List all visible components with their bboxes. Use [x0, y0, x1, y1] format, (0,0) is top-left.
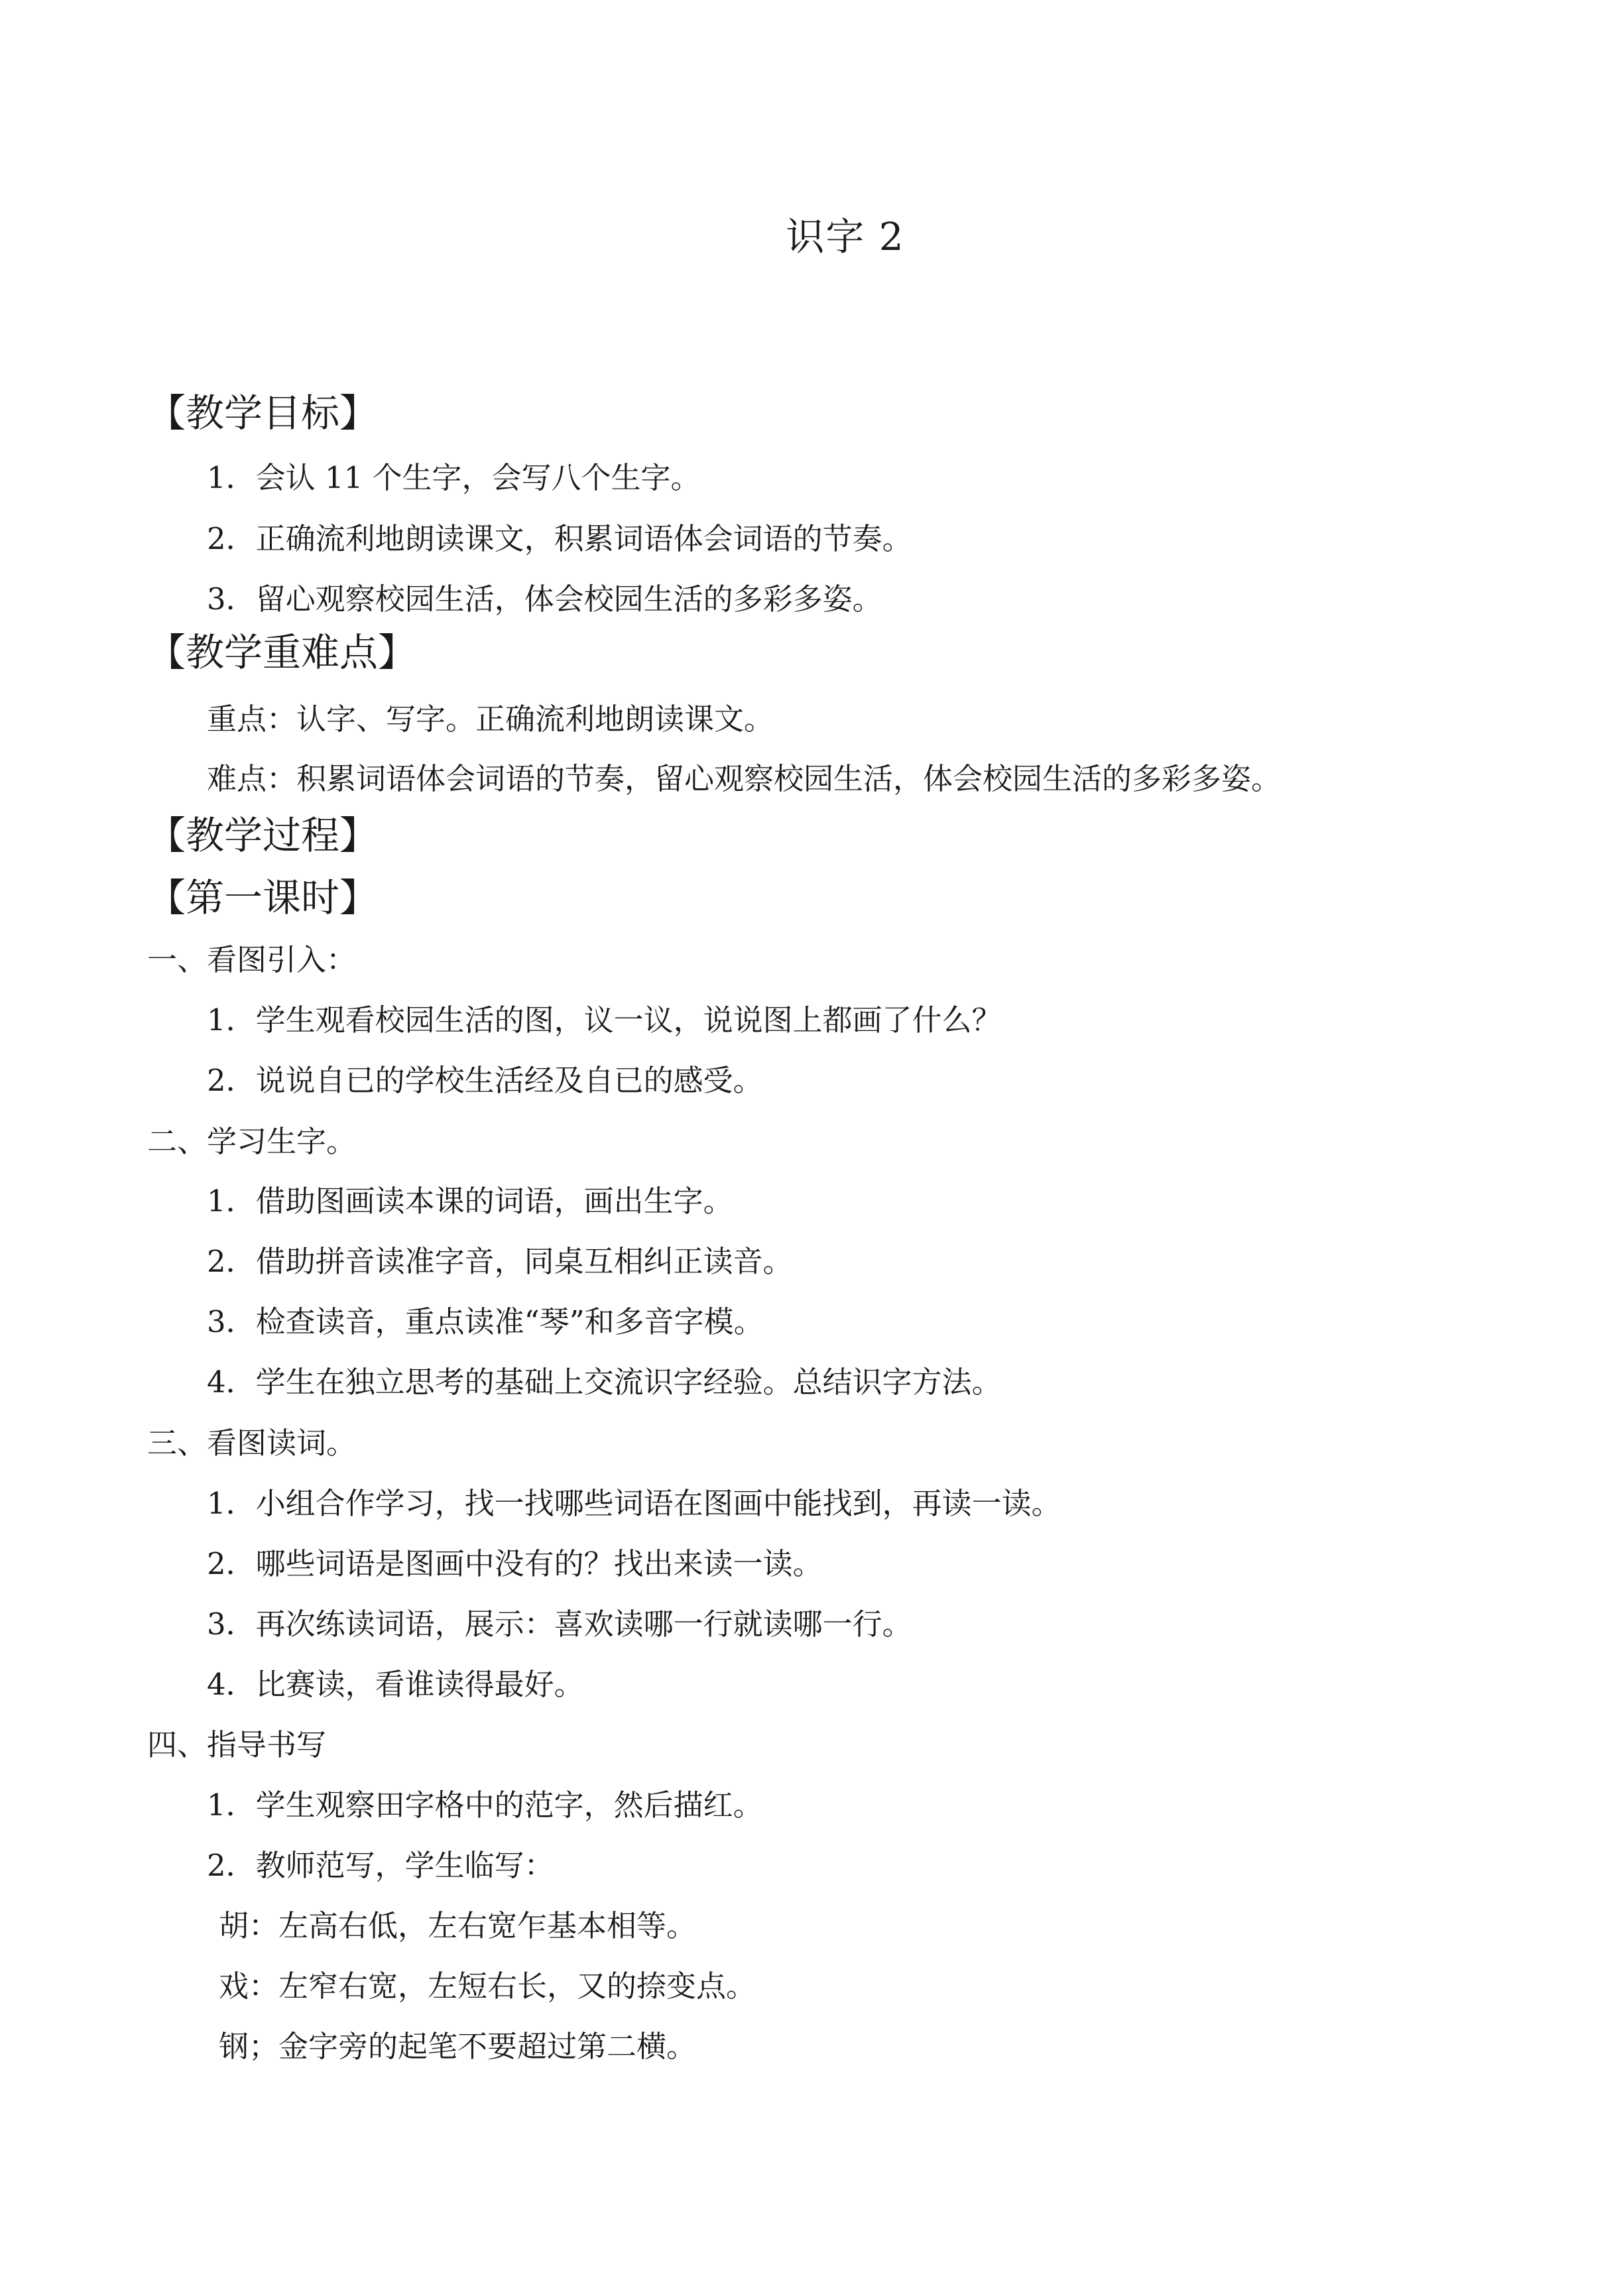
part4-item-2: 2．教师范写，学生临写：: [207, 1848, 554, 1883]
part4-title: 四、指导书写: [147, 1727, 327, 1762]
page-title: 识字 2: [786, 214, 905, 259]
goals-heading: 【教学目标】: [147, 391, 379, 436]
part1-item-1: 1．学生观看校园生活的图，议一议，说说图上都画了什么？: [207, 1002, 1002, 1038]
key-point-difficulty: 难点：积累词语体会词语的节奏，留心观察校园生活，体会校园生活的多彩多姿。: [207, 761, 1282, 796]
part3-title: 三、看图读词。: [147, 1425, 357, 1461]
goal-item-2: 2．正确流利地朗读课文，积累词语体会词语的节奏。: [207, 521, 912, 556]
part4-note-gang: 钢；金字旁的起笔不要超过第二横。: [219, 2029, 697, 2064]
part3-item-1: 1．小组合作学习，找一找哪些词语在图画中能找到，再读一读。: [207, 1486, 1061, 1521]
part4-note-hu: 胡：左高右低，左右宽乍基本相等。: [219, 1908, 697, 1943]
part4-note-xi: 戏：左窄右宽，左短右长，又的捺变点。: [219, 1968, 756, 2004]
part2-title: 二、学习生字。: [147, 1124, 357, 1159]
part2-item-3: 3．检查读音，重点读准“琴”和多音字模。: [207, 1304, 764, 1339]
lesson1-heading: 【第一课时】: [147, 875, 379, 920]
part4-item-1: 1．学生观察田字格中的范字，然后描红。: [207, 1787, 763, 1823]
key-point-focus: 重点：认字、写字。正确流利地朗读课文。: [207, 701, 774, 737]
part2-item-2: 2．借助拼音读准字音，同桌互相纠正读音。: [207, 1244, 793, 1279]
key-points-heading: 【教学重难点】: [147, 630, 417, 675]
part2-item-1: 1．借助图画读本课的词语，画出生字。: [207, 1183, 733, 1219]
part2-item-4: 4．学生在独立思考的基础上交流识字经验。总结识字方法。: [207, 1364, 1002, 1400]
part3-item-3: 3．再次练读词语，展示：喜欢读哪一行就读哪一行。: [207, 1606, 912, 1642]
goal-item-1: 1．会认 11 个生字，会写八个生字。: [207, 460, 701, 495]
goal-item-3: 3．留心观察校园生活，体会校园生活的多彩多姿。: [207, 581, 882, 617]
part3-item-4: 4．比赛读，看谁读得最好。: [207, 1667, 584, 1702]
process-heading: 【教学过程】: [147, 813, 379, 858]
part3-item-2: 2．哪些词语是图画中没有的？找出来读一读。: [207, 1546, 823, 1581]
part1-item-2: 2．说说自已的学校生活经及自已的感受。: [207, 1063, 763, 1098]
part1-title: 一、看图引入：: [147, 942, 357, 977]
